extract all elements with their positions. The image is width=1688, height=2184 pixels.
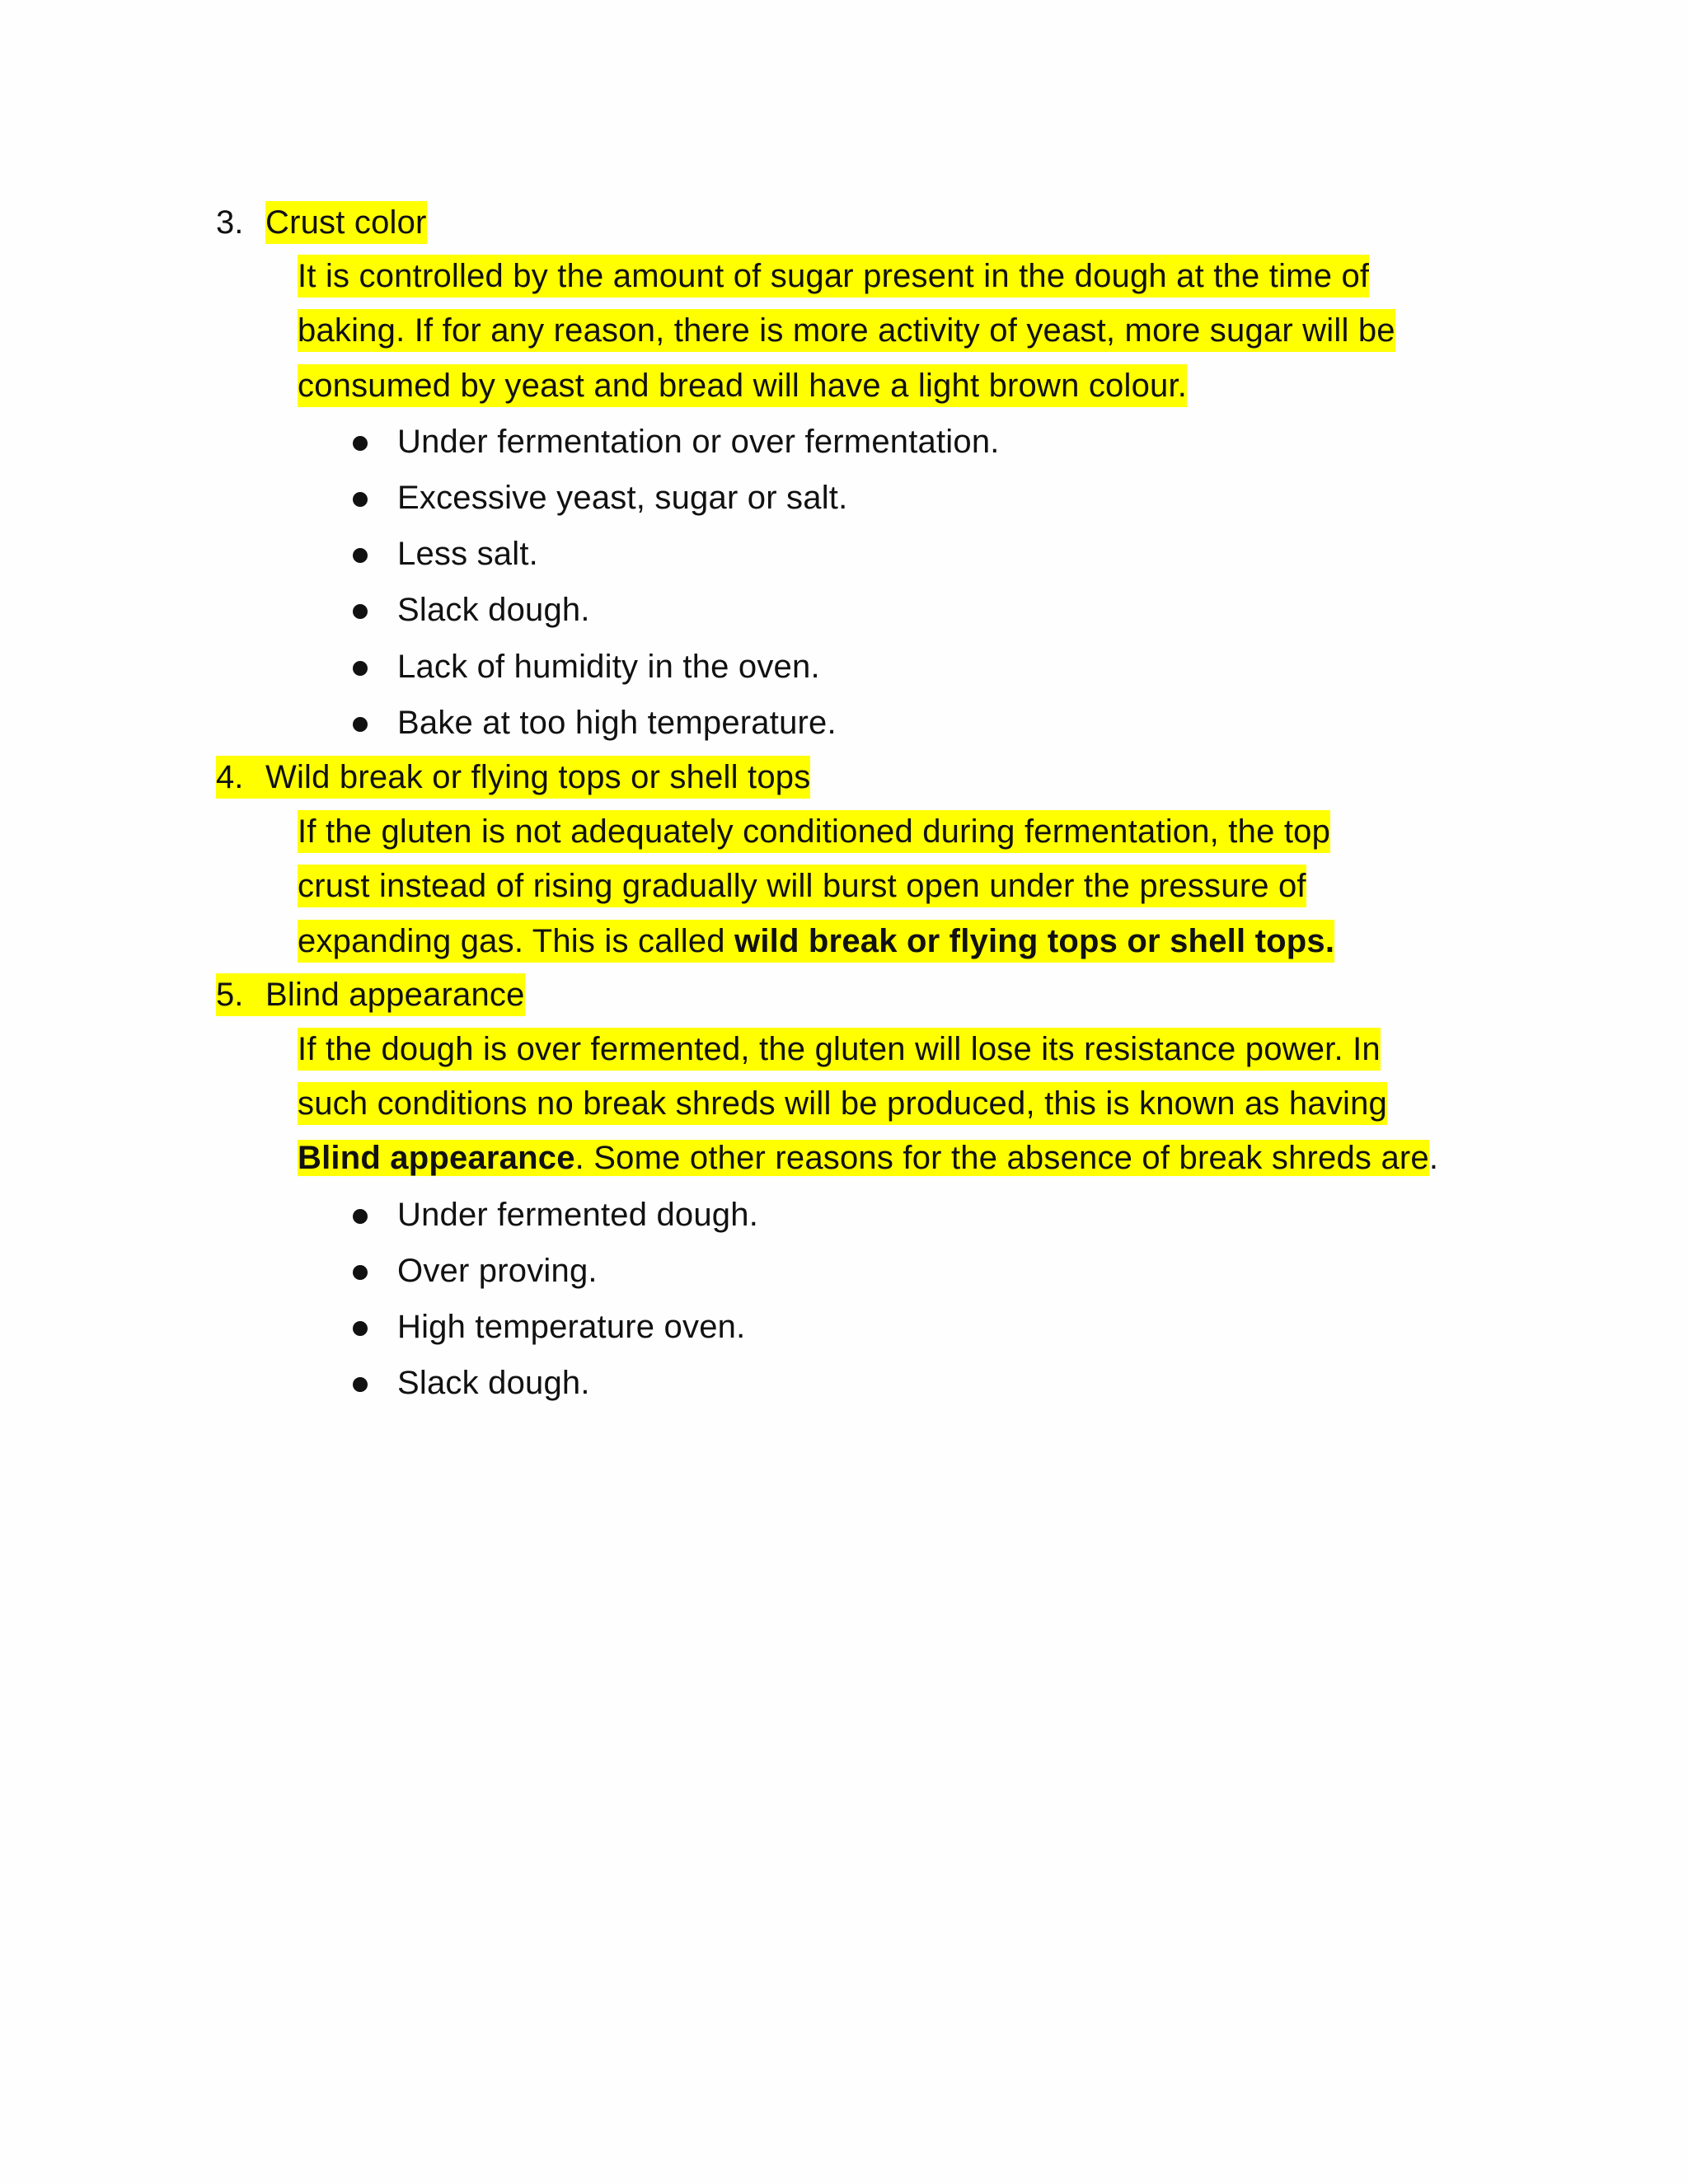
- section-3-bullet-3: Less salt.: [397, 536, 538, 572]
- section-4-title: Wild break or flying tops or shell tops: [265, 756, 810, 799]
- section-4-paragraph-line-2: crust instead of rising gradually will burst open under the pressure of: [298, 865, 1306, 907]
- section-5-number: 5.: [216, 973, 265, 1016]
- section-5-paragraph-line-1: If the dough is over fermented, the gluten will lose its resistance power. In: [298, 1028, 1381, 1071]
- bullet-dot: [353, 661, 368, 676]
- section-5-bullet-2: Over proving.: [397, 1253, 598, 1289]
- bullet-dot: [353, 717, 368, 732]
- section-5-line-3-period: .: [1428, 1140, 1439, 1176]
- bullet-dot: [353, 604, 368, 619]
- section-3-bullet-1: Under fermentation or over fermentation.: [397, 424, 1000, 460]
- section-3-paragraph-line-2: baking. If for any reason, there is more activity of yeast, more sugar will be: [298, 309, 1395, 352]
- section-5-bullet-3: High temperature oven.: [397, 1309, 746, 1345]
- section-5-title: Blind appearance: [265, 973, 525, 1016]
- section-3-number: 3.: [216, 204, 244, 241]
- section-3-paragraph-line-3: consumed by yeast and bread will have a light brown colour.: [298, 364, 1187, 407]
- section-4-number: 4.: [216, 756, 265, 799]
- section-5-paragraph-line-3: [298, 1137, 1438, 1179]
- section-3-title: Crust color: [265, 201, 427, 244]
- section-5-bullet-1: Under fermented dough.: [397, 1197, 759, 1233]
- section-3-bullet-4: Slack dough.: [397, 592, 590, 628]
- bullet-dot: [353, 1377, 368, 1392]
- bullet-dot: [353, 436, 368, 451]
- section-5-line-3-highlight: [298, 1140, 1429, 1176]
- section-5-bullet-4: Slack dough.: [397, 1365, 590, 1401]
- section-5-paragraph-line-2: such conditions no break shreds will be produced, this is known as having: [298, 1082, 1387, 1125]
- bullet-dot: [353, 492, 368, 507]
- section-5-line-3-text: . Some other reasons for the absence of break shreds are: [574, 1140, 1429, 1176]
- section-4-line-3-text: expanding gas. This is called: [298, 923, 735, 959]
- bullet-dot: [353, 1321, 368, 1336]
- bullet-dot: [353, 1209, 368, 1224]
- section-3-bullet-5: Lack of humidity in the oven.: [397, 649, 820, 685]
- bullet-dot: [353, 1265, 368, 1280]
- section-3-bullet-6: Bake at too high temperature.: [397, 705, 837, 741]
- section-5-bold-term: Blind appearance: [298, 1140, 575, 1176]
- section-3-paragraph-line-1: It is controlled by the amount of sugar present in the dough at the time of: [298, 255, 1369, 298]
- bullet-dot: [353, 548, 368, 563]
- section-4-bold-term: wild break or flying tops or shell tops: [734, 923, 1325, 959]
- section-4-line-3-period: .: [1325, 923, 1335, 959]
- section-4-paragraph-line-1: If the gluten is not adequately conditioned during fermentation, the top: [298, 810, 1330, 853]
- section-3-bullet-2: Excessive yeast, sugar or salt.: [397, 480, 848, 516]
- section-4-paragraph-line-3: [298, 920, 1334, 963]
